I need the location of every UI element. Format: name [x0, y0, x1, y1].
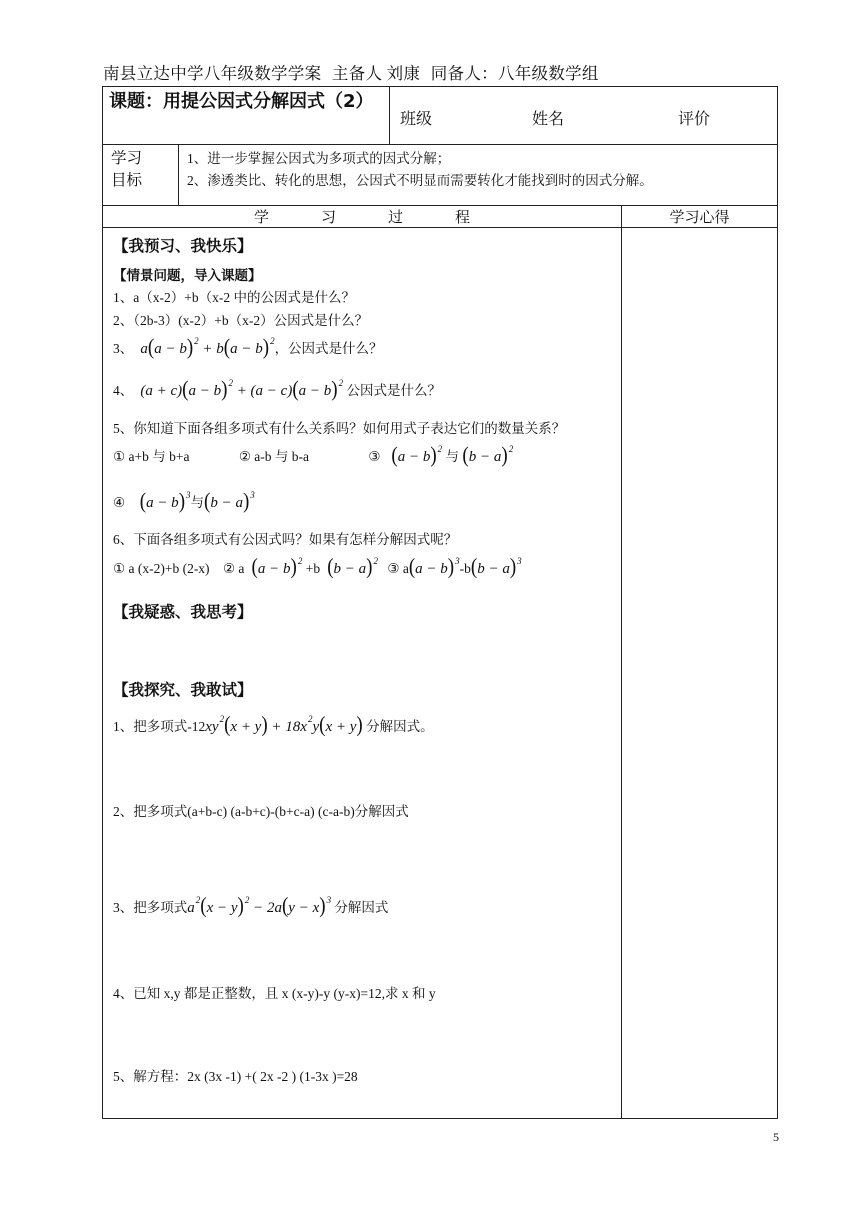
exercise-4: 4、已知 x,y 都是正整数，且 x (x-y)-y (y-x)=12,求 x 和 y	[113, 986, 436, 1001]
math-expression: $xy^2(x + y) + 18x^2y(x + y)$	[205, 713, 363, 738]
evaluation-label: 评价	[678, 111, 711, 128]
notes-header: 学习心得	[622, 206, 778, 228]
question-5-options-row1: ① a+b 与 b+a ② a-b 与 b-a ③ $(a - b)^2$ 与 $(b - a)^2$	[113, 443, 514, 468]
question-4: 4、 $(a + c)(a - b)^2 + (a - c)(a - b)^2$ 公因式是什么？	[113, 377, 441, 402]
goal-item: 2、渗透类比、转化的思想，公因式不明显而需要转化才能找到时的因式分解。	[187, 173, 653, 188]
author: 主备人 刘康	[331, 64, 421, 83]
preview-heading: 【我预习、我快乐】	[113, 237, 253, 255]
lesson-title: 课题：用提公因式分解因式（2）	[103, 87, 390, 145]
question-2: 2、（2b-3）(x-2）+b（x-2）公因式是什么？	[113, 313, 369, 328]
exercise-3: 3、把多项式$a^2(x - y)^2 - 2a(y - x)^3$ 分解因式	[113, 894, 389, 919]
math-expression: $(a - b)^3$	[139, 489, 191, 514]
goals-label: 学习 目标	[103, 145, 179, 205]
info-cell	[390, 87, 778, 145]
process-header: 学 习 过 程	[103, 206, 622, 228]
doubt-heading: 【我疑惑、我思考】	[113, 603, 253, 621]
notes-content	[622, 228, 778, 1119]
exercise-1: 1、把多项式$-12xy^2(x + y) + 18x^2y(x + y)$ 分解因式。	[113, 713, 434, 738]
school-title: 南县立达中学八年级数学学案	[103, 64, 322, 83]
math-expression: $(b - a)^3$	[470, 555, 522, 580]
math-expression: $(a - b)^2$	[391, 443, 443, 468]
question-6: 6、下面各组多项式有公因式吗？如果有怎样分解因式呢？	[113, 532, 458, 547]
exercise-5: 5、解方程：2x (3x -1) +( 2x -2 ) (1-3x )=28	[113, 1069, 358, 1084]
goals-row	[103, 145, 778, 206]
math-expression: $a^2(x - y)^2 - 2a(y - x)^3$	[187, 894, 332, 919]
question-1: 1、a（x-2）+b（x-2 中的公因式是什么？	[113, 290, 355, 305]
class-label: 班级	[400, 111, 433, 128]
math-expression: $(b - a)^3$	[204, 489, 255, 514]
math-expression: $(a - b)^3$	[408, 555, 460, 580]
goals-cell	[103, 145, 778, 206]
co-authors: 同备人：八年级数学组	[430, 64, 599, 83]
name-label: 姓名	[532, 111, 565, 128]
process-content	[103, 228, 622, 1119]
question-6-options: ① a (x-2)+b (2-x) ② a $(a - b)^2 +b$ $(b - a)^2$ ③ $a(a - b)^3-b(b - a)^3$	[113, 555, 522, 580]
math-expression: $(b - a)^2$	[327, 555, 378, 580]
goals-list	[179, 145, 653, 205]
math-expression: $(b - a)^2$	[462, 443, 514, 468]
math-expression: $(a + c)(a - b)^2 + (a - c)(a - b)^2$	[136, 377, 344, 402]
goal-item: 1、进一步掌握公因式为多项式的因式分解；	[187, 151, 451, 166]
exercise-2: 2、把多项式(a+b-c) (a-b+c)-(b+c-a) (c-a-b)分解因式	[113, 804, 409, 819]
content-row	[103, 228, 778, 1119]
question-3: 3、 $a(a - b)^2 + b(a - b)^2$，公因式是什么？	[113, 335, 383, 360]
math-expression: $(a - b)^2$	[251, 555, 303, 580]
question-5: 5、你知道下面各组多项式有什么关系吗？如何用式子表达它们的数量关系？	[113, 421, 566, 436]
preview-subheading: 【情景问题，导入课题】	[113, 268, 262, 284]
question-5-options-row2: ④ $(a - b)^3$与$(b - a)^3$	[113, 489, 255, 514]
column-header-row	[103, 206, 778, 228]
title-row	[103, 87, 778, 145]
explore-heading: 【我探究、我敢试】	[113, 681, 253, 699]
math-expression: $a(a - b)^2 + b(a - b)^2$	[136, 335, 275, 360]
page-header	[103, 60, 605, 84]
worksheet-table	[102, 86, 778, 1119]
page-number: 5	[773, 1130, 779, 1144]
